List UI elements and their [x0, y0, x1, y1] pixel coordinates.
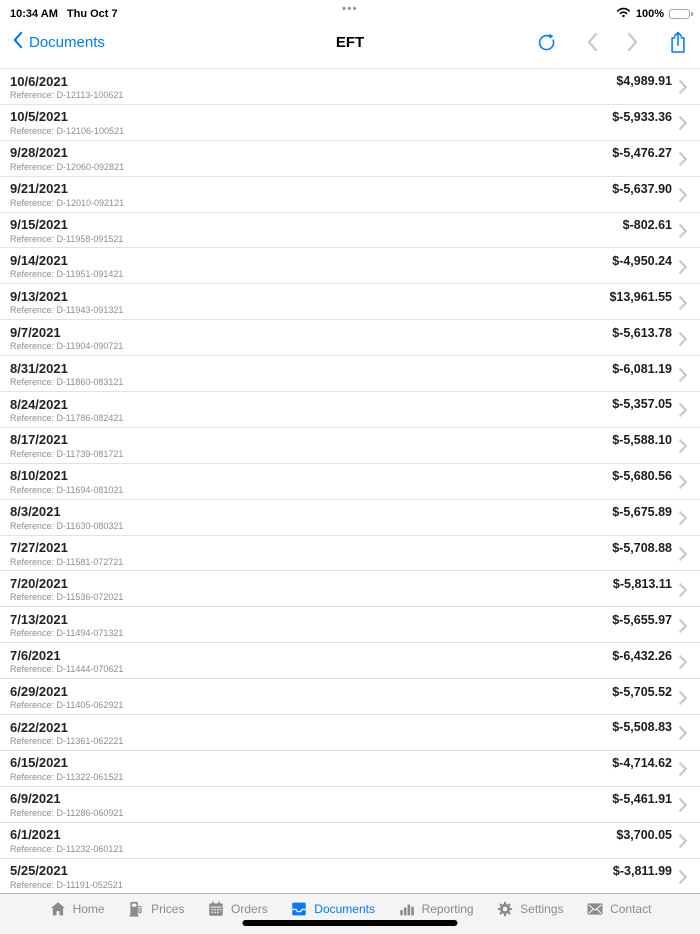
document-row[interactable]: [0, 536, 700, 572]
chevron-right-icon: [679, 332, 687, 346]
chevron-right-icon: [679, 691, 687, 705]
document-amount: $-6,081.19: [612, 361, 672, 376]
document-date: 10/5/2021: [10, 109, 68, 125]
document-amount: $-5,813.11: [612, 576, 672, 591]
document-reference: Reference: D-11191-052521: [10, 879, 123, 890]
tab-reporting[interactable]: [398, 900, 474, 918]
document-date: 6/22/2021: [10, 719, 68, 735]
document-row[interactable]: [0, 392, 700, 428]
document-amount: $-4,714.62: [612, 756, 672, 771]
document-amount: $-5,655.97: [612, 612, 672, 627]
refresh-icon[interactable]: [536, 32, 557, 53]
tab-contact[interactable]: [586, 900, 651, 918]
document-reference: Reference: D-12010-092121: [10, 197, 125, 208]
document-amount: $-5,708.88: [612, 541, 672, 556]
chevron-right-icon: [679, 296, 687, 310]
chevron-right-icon: [679, 511, 687, 525]
document-date: 7/13/2021: [10, 611, 68, 627]
document-amount: $-5,705.52: [612, 684, 672, 699]
home-indicator[interactable]: [243, 920, 458, 926]
chevron-right-icon: [679, 368, 687, 382]
document-amount: $-5,613.78: [612, 325, 672, 340]
chevron-right-icon: [679, 798, 687, 812]
document-date: 9/28/2021: [10, 145, 68, 161]
document-row[interactable]: [0, 823, 700, 859]
document-date: 9/13/2021: [10, 288, 68, 304]
document-date: 8/17/2021: [10, 432, 68, 448]
chevron-right-icon: [679, 870, 687, 884]
document-row[interactable]: [0, 679, 700, 715]
navigation-bar: [0, 24, 700, 60]
document-row[interactable]: [0, 213, 700, 249]
document-row[interactable]: [0, 787, 700, 823]
contact-icon: [586, 900, 604, 918]
document-reference: Reference: D-11536-072021: [10, 592, 124, 603]
multitasking-dots-icon[interactable]: •••: [341, 3, 359, 15]
page-title: EFT: [335, 33, 365, 51]
document-amount: $-5,461.91: [612, 792, 672, 807]
chevron-right-icon: [679, 439, 687, 453]
chevron-right-icon: [679, 834, 687, 848]
wifi-icon: [616, 6, 631, 21]
tab-settings[interactable]: [496, 900, 563, 918]
chevron-right-icon: [679, 619, 687, 633]
document-amount: $-5,675.89: [612, 505, 672, 520]
tab-label: Prices: [151, 902, 185, 916]
back-button-label: Documents: [29, 33, 105, 51]
document-row[interactable]: [0, 320, 700, 356]
tab-label: Home: [72, 902, 105, 916]
document-row[interactable]: [0, 715, 700, 751]
tab-label: Contact: [610, 902, 652, 916]
status-time: 10:34 AM: [10, 7, 58, 20]
battery-icon: [669, 9, 690, 19]
tab-prices[interactable]: [127, 900, 184, 918]
chevron-right-icon: [679, 80, 687, 94]
battery-percentage: 100%: [635, 7, 664, 20]
document-row[interactable]: [0, 464, 700, 500]
document-reference: Reference: D-11904-090721: [10, 341, 124, 352]
chevron-right-icon: [679, 188, 687, 202]
document-list: [0, 68, 700, 934]
document-date: 10/6/2021: [10, 73, 68, 89]
document-row[interactable]: [0, 859, 700, 895]
document-date: 7/6/2021: [10, 647, 61, 663]
document-row[interactable]: [0, 571, 700, 607]
document-reference: Reference: D-12060-092821: [10, 161, 125, 172]
chevron-right-icon: [679, 152, 687, 166]
chevron-right-icon: [679, 260, 687, 274]
document-date: 7/27/2021: [10, 540, 68, 556]
document-date: 9/21/2021: [10, 181, 68, 197]
document-amount: $-5,476.27: [612, 146, 672, 161]
document-amount: $-6,432.26: [612, 648, 672, 663]
document-row[interactable]: [0, 643, 700, 679]
document-date: 6/15/2021: [10, 755, 68, 771]
document-amount: $-3,811.99: [612, 864, 672, 879]
document-reference: Reference: D-12106-100521: [10, 125, 125, 136]
document-amount: $-5,588.10: [612, 433, 672, 448]
document-reference: Reference: D-11581-072721: [10, 556, 124, 567]
document-date: 8/10/2021: [10, 468, 68, 484]
chevron-right-icon: [679, 726, 687, 740]
tab-bar: [0, 893, 700, 934]
document-amount: $-5,933.36: [612, 110, 672, 125]
tab-label: Orders: [231, 902, 268, 916]
document-row[interactable]: [0, 428, 700, 464]
document-date: 9/14/2021: [10, 252, 68, 268]
document-row[interactable]: [0, 177, 700, 213]
document-date: 6/9/2021: [10, 791, 61, 807]
document-reference: Reference: D-11286-060921: [10, 807, 124, 818]
document-date: 8/31/2021: [10, 360, 68, 376]
chevron-right-icon: [679, 475, 687, 489]
share-icon[interactable]: [668, 30, 688, 54]
document-date: 7/20/2021: [10, 575, 68, 591]
document-reference: Reference: D-11630-080321: [10, 520, 124, 531]
document-row[interactable]: [0, 141, 700, 177]
document-date: 8/24/2021: [10, 396, 68, 412]
document-amount: $-4,950.24: [612, 253, 672, 268]
document-reference: Reference: D-11405-062921: [10, 700, 124, 711]
chevron-right-icon: [679, 224, 687, 238]
document-row[interactable]: [0, 500, 700, 536]
chevron-right-icon: [679, 583, 687, 597]
status-bar: [0, 0, 700, 24]
document-reference: Reference: D-11943-091321: [10, 305, 124, 316]
tab-label: Reporting: [421, 902, 474, 916]
settings-icon: [496, 900, 514, 918]
documents-icon: [290, 900, 308, 918]
document-amount: $3,700.05: [616, 828, 672, 843]
chevron-right-icon: [679, 403, 687, 417]
document-reference: Reference: D-11494-071321: [10, 628, 124, 639]
chevron-right-icon: [679, 116, 687, 130]
chevron-right-icon: [679, 655, 687, 669]
document-reference: Reference: D-11860-083121: [10, 377, 124, 388]
document-amount: $-5,637.90: [612, 182, 672, 197]
document-amount: $13,961.55: [609, 289, 672, 304]
document-row[interactable]: [0, 356, 700, 392]
document-date: 9/7/2021: [10, 324, 61, 340]
document-reference: Reference: D-11739-081721: [10, 448, 124, 459]
back-button[interactable]: [12, 31, 105, 53]
document-row[interactable]: [0, 751, 700, 787]
nav-forward-icon[interactable]: [627, 32, 639, 52]
document-reference: Reference: D-11694-081021: [10, 484, 124, 495]
document-amount: $-5,357.05: [612, 397, 672, 412]
document-row[interactable]: [0, 248, 700, 284]
tab-home[interactable]: [49, 900, 105, 918]
document-reference: Reference: D-11361-062221: [10, 736, 124, 747]
tab-orders[interactable]: [207, 900, 268, 918]
document-amount: $4,989.91: [616, 74, 672, 89]
document-reference: Reference: D-11322-061521: [10, 771, 124, 782]
reporting-icon: [398, 900, 416, 918]
tab-label: Documents: [314, 902, 375, 916]
orders-icon: [207, 900, 225, 918]
status-date: Thu Oct 7: [66, 7, 118, 20]
document-date: 6/29/2021: [10, 683, 68, 699]
document-amount: $-5,680.56: [612, 469, 672, 484]
tab-label: Settings: [520, 902, 564, 916]
chevron-right-icon: [679, 547, 687, 561]
document-row[interactable]: [0, 607, 700, 643]
document-date: 8/3/2021: [10, 504, 61, 520]
document-row[interactable]: [0, 284, 700, 320]
document-reference: Reference: D-11786-082421: [10, 413, 124, 424]
prices-icon: [127, 900, 145, 918]
nav-back-icon[interactable]: [586, 32, 598, 52]
tab-documents[interactable]: [290, 900, 375, 918]
chevron-right-icon: [679, 762, 687, 776]
document-reference: Reference: D-12113-100621: [10, 90, 124, 100]
document-date: 5/25/2021: [10, 863, 68, 879]
document-reference: Reference: D-11951-091421: [10, 269, 124, 280]
document-reference: Reference: D-11958-091521: [10, 233, 124, 244]
document-row[interactable]: [0, 69, 700, 105]
chevron-left-icon: [12, 31, 23, 53]
document-amount: $-802.61: [622, 218, 672, 232]
document-date: 6/1/2021: [10, 827, 61, 843]
document-reference: Reference: D-11232-060121: [10, 843, 124, 854]
home-icon: [49, 900, 67, 918]
document-reference: Reference: D-11444-070621: [10, 664, 124, 675]
document-row[interactable]: [0, 105, 700, 141]
document-amount: $-5,508.83: [612, 720, 672, 735]
document-date: 9/15/2021: [10, 217, 68, 233]
